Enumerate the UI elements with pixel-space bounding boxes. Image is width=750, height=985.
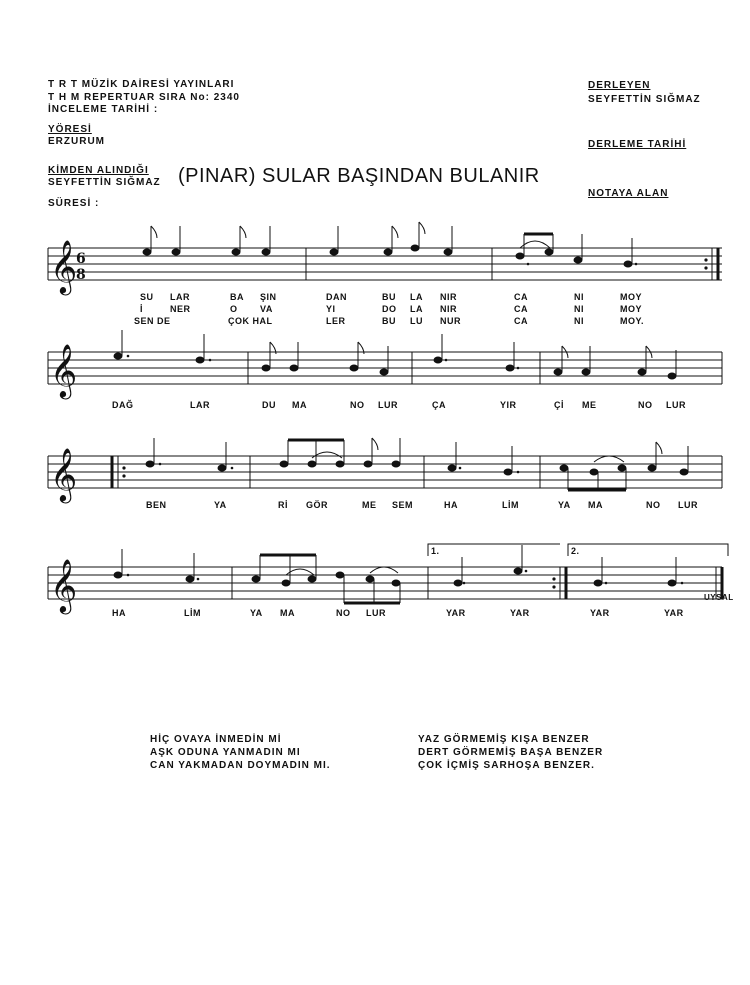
lyric-syllable: HA	[444, 500, 458, 510]
lyric-syllable: CA	[514, 292, 528, 302]
lyric-syllable: CA	[514, 316, 528, 326]
source-value: SEYFETTİN SIĞMAZ	[48, 177, 161, 188]
lyric-syllable: ÇA	[432, 400, 446, 410]
lyric-syllable: VA	[260, 304, 273, 314]
treble-clef-icon: 𝄞	[50, 239, 78, 293]
time-signature-top: 6	[76, 251, 86, 267]
source-label: KİMDEN ALINDIĞI	[48, 165, 149, 176]
lyric-syllable: ME	[362, 500, 377, 510]
collector-label: DERLEYEN	[588, 80, 651, 91]
lyric-syllable: SEN DE	[134, 316, 171, 326]
lyric-syllable: MOY	[620, 292, 643, 302]
time-signature-bottom: 8	[76, 267, 86, 283]
lyric-syllable: YAR	[510, 608, 530, 618]
lyric-syllable: YAR	[664, 608, 684, 618]
treble-clef-icon: 𝄞	[50, 343, 78, 397]
lyric-syllable: YA	[214, 500, 227, 510]
lyric-syllable: O	[230, 304, 238, 314]
lyric-syllable: BEN	[146, 500, 167, 510]
lyric-syllable: NO	[336, 608, 351, 618]
treble-clef-icon: 𝄞	[50, 447, 78, 501]
lyric-syllable: LİM	[502, 500, 519, 510]
lyric-syllable: BA	[230, 292, 244, 302]
lyric-syllable: ŞIN	[260, 292, 277, 302]
lyric-syllable: LUR	[666, 400, 686, 410]
lyric-syllable: NER	[170, 304, 191, 314]
lyric-syllable: LİM	[184, 608, 201, 618]
lyric-syllable: GÖR	[306, 500, 329, 510]
lyric-syllable: YIR	[500, 400, 517, 410]
verse-left-line-3: CAN YAKMADAN DOYMADIN MI.	[150, 760, 331, 771]
lyric-syllable: LUR	[678, 500, 698, 510]
lyric-syllable: LER	[326, 316, 346, 326]
review-date-label: İNCELEME TARİHİ :	[48, 104, 159, 115]
region-label: YÖRESİ	[48, 124, 92, 135]
lyric-syllable: NI	[574, 316, 584, 326]
verse-right-line-3: ÇOK İÇMİŞ SARHOŞA BENZER.	[418, 760, 595, 771]
collector-value: SEYFETTİN SIĞMAZ	[588, 94, 701, 105]
lyric-syllable: NUR	[440, 316, 461, 326]
staff-4	[48, 544, 728, 599]
lyric-syllable: LAR	[170, 292, 190, 302]
lyric-syllable: MOY	[620, 304, 643, 314]
region-value: ERZURUM	[48, 136, 105, 147]
lyric-syllable: DU	[262, 400, 276, 410]
lyric-syllable: NI	[574, 304, 584, 314]
verse-right-line-1: YAZ GÖRMEMİŞ KIŞA BENZER	[418, 734, 590, 745]
lyric-syllable: MA	[280, 608, 295, 618]
second-ending-label: 2.	[571, 546, 580, 556]
lyric-syllable: LA	[410, 292, 423, 302]
lyric-syllable: YAR	[446, 608, 466, 618]
verse-left-line-1: HİÇ OVAYA İNMEDİN Mİ	[150, 734, 282, 745]
lyric-syllable: Çİ	[554, 400, 564, 410]
lyric-syllable: LUR	[378, 400, 398, 410]
publisher-line: T R T MÜZİK DAİRESİ YAYINLARI	[48, 79, 235, 90]
lyric-syllable: CA	[514, 304, 528, 314]
lyric-syllable: DAĞ	[112, 400, 134, 410]
lyric-syllable: YA	[558, 500, 571, 510]
duration-label: SÜRESİ :	[48, 198, 100, 209]
lyric-syllable: YA	[250, 608, 263, 618]
lyric-syllable: LAR	[190, 400, 210, 410]
lyric-syllable: Rİ	[278, 500, 288, 510]
lyric-syllable: NO	[646, 500, 661, 510]
lyric-syllable: YI	[326, 304, 336, 314]
lyric-syllable: BU	[382, 292, 396, 302]
lyric-syllable: SU	[140, 292, 154, 302]
lyric-syllable: MA	[588, 500, 603, 510]
lyric-syllable: LUR	[366, 608, 386, 618]
lyric-syllable: SEM	[392, 500, 414, 510]
first-ending-label: 1.	[431, 546, 440, 556]
lyric-syllable: DAN	[326, 292, 347, 302]
lyric-syllable: HA	[112, 608, 126, 618]
verse-left-line-2: AŞK ODUNA YANMADIN MI	[150, 747, 301, 758]
transcriber-label: NOTAYA ALAN	[588, 188, 669, 199]
lyric-syllable: NI	[574, 292, 584, 302]
lyric-syllable: MOY.	[620, 316, 645, 326]
lyric-syllable: ÇOK HAL	[228, 316, 273, 326]
lyric-syllable: ME	[582, 400, 597, 410]
song-title: (PINAR) SULAR BAŞINDAN BULANIR	[178, 165, 540, 187]
staff-2	[48, 352, 722, 384]
lyric-syllable: NIR	[440, 292, 457, 302]
repertoire-number: T H M REPERTUAR SIRA No: 2340	[48, 92, 240, 103]
lyric-syllable: NO	[350, 400, 365, 410]
treble-clef-icon: 𝄞	[50, 558, 78, 612]
lyric-syllable: MA	[292, 400, 307, 410]
lyric-syllable: NO	[638, 400, 653, 410]
verse-right-line-2: DERT GÖRMEMİŞ BAŞA BENZER	[418, 747, 604, 758]
lyric-syllable: DO	[382, 304, 397, 314]
signature: UYSAL	[704, 593, 734, 602]
lyric-syllable: LA	[410, 304, 423, 314]
lyric-syllable: LU	[410, 316, 423, 326]
lyric-syllable: NIR	[440, 304, 457, 314]
lyric-syllable: BU	[382, 316, 396, 326]
lyric-syllable: İ	[140, 304, 144, 314]
lyric-syllable: YAR	[590, 608, 610, 618]
compilation-date-label: DERLEME TARİHİ	[588, 139, 687, 150]
